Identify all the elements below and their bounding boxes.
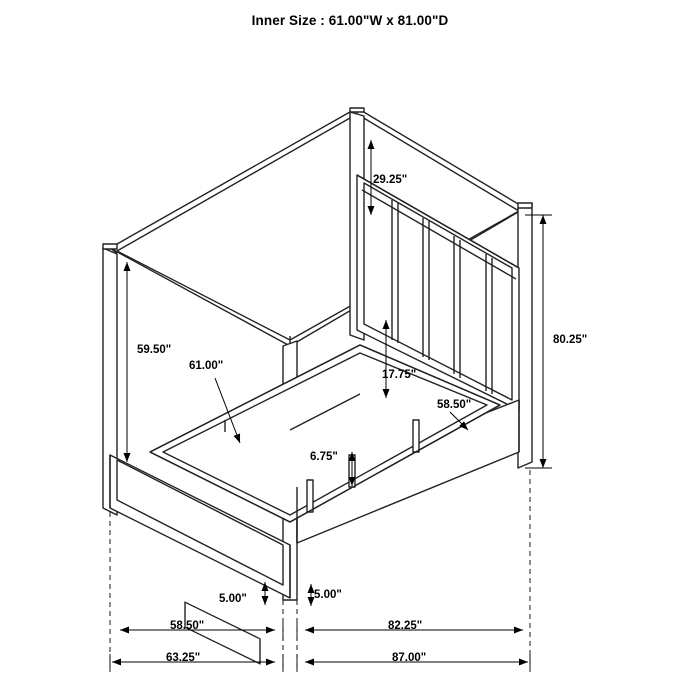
dim-foot-clearance-right: 5.00" [314,589,342,601]
dim-canopy-rail-height: 29.25" [373,174,408,186]
dim-side-rail-length: 58.50" [437,399,472,411]
dim-inner-width: 61.00" [189,360,224,372]
dim-depth-outer-bottom: 87.00" [392,652,427,664]
dim-foot-clearance-left: 5.00" [219,593,247,605]
dim-overall-height-right: 80.25" [553,334,588,346]
bed-outline [103,108,532,664]
dim-width-outer-bottom: 63.25" [166,652,201,664]
dim-deck-height: 6.75" [310,451,338,463]
dim-post-to-rail-left: 59.50" [137,344,172,356]
dim-width-inner-bottom: 58.50" [170,620,205,632]
page-title: Inner Size : 61.00"W x 81.00"D [251,13,449,28]
dim-depth-inner-bottom: 82.25" [388,620,423,632]
dim-headboard-height: 17.75" [382,369,417,381]
